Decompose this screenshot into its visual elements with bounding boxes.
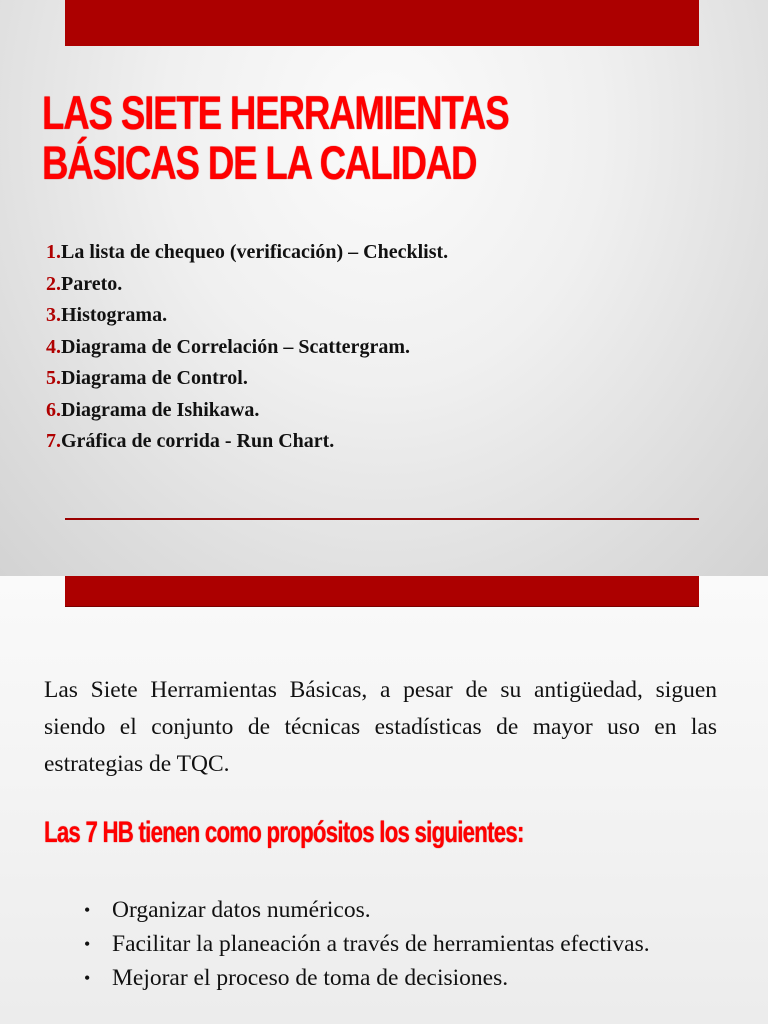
tool-item: [46, 300, 448, 332]
purpose-item: [84, 961, 701, 995]
tool-item: [46, 237, 448, 269]
item-number: 6.: [46, 398, 61, 421]
bullet-icon: •: [84, 934, 91, 954]
header-bar: [65, 0, 699, 46]
tool-item: [46, 363, 448, 395]
bullet-icon: •: [84, 900, 91, 920]
tool-item: [46, 269, 448, 301]
footer-divider: [65, 518, 699, 520]
tool-item: [46, 426, 448, 458]
item-text: Diagrama de Ishikawa.: [61, 398, 260, 421]
intro-paragraph: Las Siete Herramientas Básicas, a pesar de su antigüedad, siguen siendo el conjunto de técnicas estadísticas de mayor uso en las estrategias de TQC.: [44, 677, 717, 777]
item-text: Facilitar la planeación a través de herramientas efectivas.: [112, 931, 650, 957]
item-text: Diagrama de Correlación – Scattergram.: [61, 335, 410, 358]
item-text: Mejorar el proceso de toma de decisiones.: [112, 965, 509, 991]
item-number: 7.: [46, 430, 61, 452]
header-bar: [65, 576, 699, 607]
purposes-list: [84, 893, 701, 995]
item-number: 3.: [46, 304, 61, 326]
purpose-item: [84, 893, 701, 927]
item-text: Organizar datos numéricos.: [112, 897, 371, 923]
item-text: Diagrama de Control.: [61, 367, 248, 389]
bullet-icon: •: [84, 968, 91, 988]
tools-list: [46, 237, 448, 458]
item-number: 5.: [46, 367, 61, 389]
item-text: Pareto.: [61, 272, 123, 295]
item-number: 1.: [46, 241, 61, 263]
purpose-item: [84, 927, 701, 961]
tool-item: [46, 395, 448, 427]
title-line-2: BÁSICAS DE LA CALIDAD: [42, 136, 477, 189]
item-text: Histograma.: [61, 304, 168, 326]
item-number: 2.: [46, 272, 61, 295]
purposes-heading: Las 7 HB tienen como propósitos los siguientes:: [44, 816, 524, 849]
item-text: La lista de chequeo (verificación) – Checklist.: [61, 241, 449, 263]
title-line-1: LAS SIETE HERRAMIENTAS: [42, 86, 509, 139]
item-text: Gráfica de corrida - Run Chart.: [61, 430, 335, 452]
tool-item: [46, 332, 448, 364]
item-number: 4.: [46, 335, 61, 358]
slide-title: [42, 88, 541, 188]
